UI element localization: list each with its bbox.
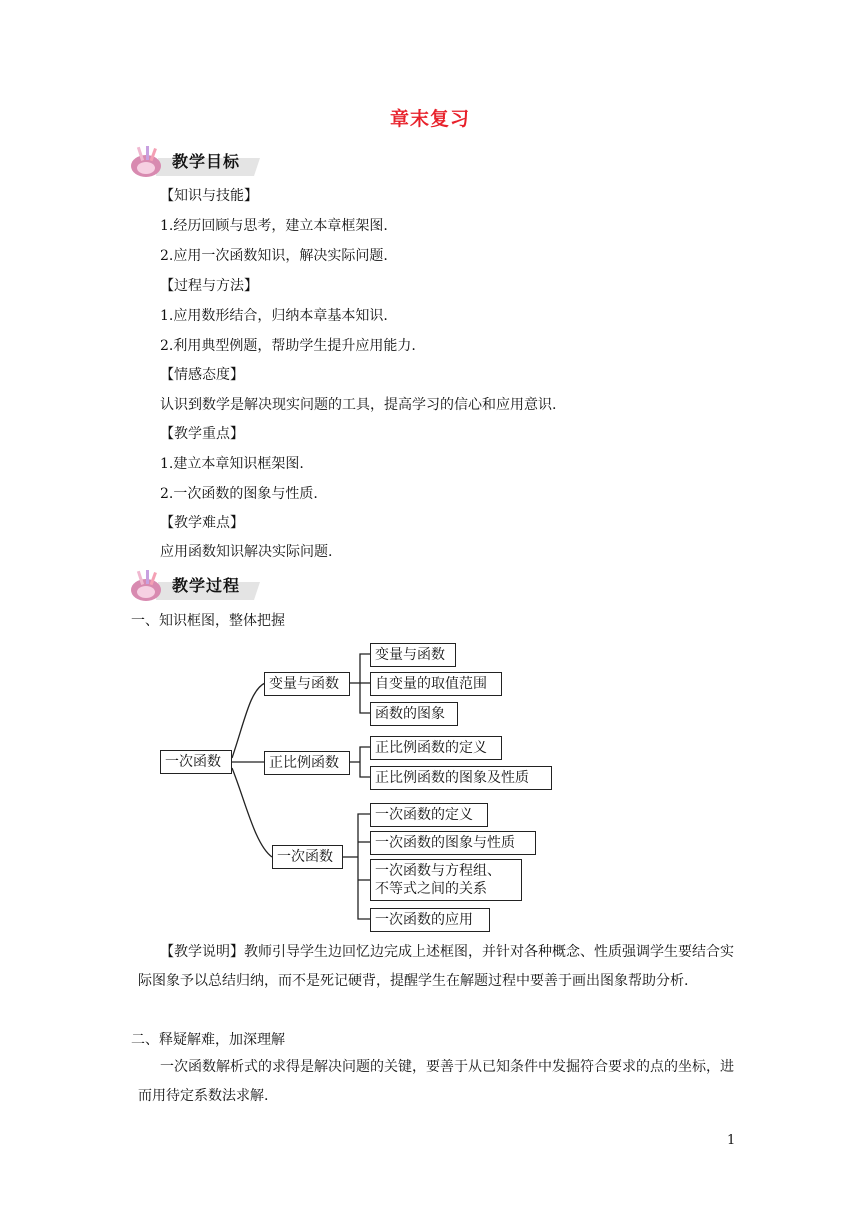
part2-text: 一次函数解析式的求得是解决问题的关键，要善于从已知条件中发掘符合要求的点的坐标，进而用待定系数法求解. [138, 1059, 734, 1104]
framework-leaf: 一次函数的应用 [370, 908, 490, 932]
framework-leaf: 正比例函数的定义 [370, 736, 502, 760]
process-item-1: 1.应用数形结合，归纳本章基本知识. [160, 308, 388, 324]
framework-leaf-line: 不等式之间的关系 [375, 881, 487, 897]
framework-branch-3: 一次函数 [272, 845, 343, 869]
framework-leaf: 自变量的取值范围 [370, 672, 502, 696]
process-item-2: 2.利用典型例题，帮助学生提升应用能力. [160, 338, 416, 354]
difficulty-item-1: 应用函数知识解决实际问题. [160, 544, 333, 560]
framework-leaf: 一次函数的定义 [370, 803, 488, 827]
framework-branch-2: 正比例函数 [264, 751, 350, 775]
framework-leaf: 正比例函数的图象及性质 [370, 766, 552, 790]
part1-heading: 一、知识框图，整体把握 [131, 613, 285, 629]
knowledge-heading: 【知识与技能】 [160, 188, 258, 204]
section-badge-process [128, 568, 264, 604]
framework-leaf-line: 一次函数与方程组、 [375, 863, 501, 879]
difficulty-heading: 【教学难点】 [160, 515, 244, 531]
teaching-explanation: 【教学说明】教师引导学生边回忆边完成上述框图，并针对各种概念、性质强调学生要结合实际图象予以总结归纳，而不是死记硬背，提醒学生在解题过程中要善于画出图象帮助分析. [138, 944, 734, 989]
knowledge-item-2: 2.应用一次函数知识，解决实际问题. [160, 248, 388, 264]
framework-leaf: 一次函数的图象与性质 [370, 831, 536, 855]
key-heading: 【教学重点】 [160, 426, 244, 442]
attitude-item-1: 认识到数学是解决现实问题的工具，提高学习的信心和应用意识. [160, 397, 557, 413]
framework-leaf-multiline [370, 859, 522, 901]
framework-branch-1: 变量与函数 [264, 672, 350, 696]
knowledge-item-1: 1.经历回顾与思考，建立本章框架图. [160, 218, 388, 234]
badge-label: 教学目标 [172, 152, 241, 171]
page-title: 章末复习 [389, 108, 470, 130]
attitude-heading: 【情感态度】 [160, 367, 244, 383]
page-number: 1 [727, 1133, 736, 1148]
badge-label: 教学过程 [172, 576, 241, 595]
framework-leaf: 函数的图象 [370, 702, 458, 726]
framework-leaf: 变量与函数 [370, 643, 456, 667]
process-heading: 【过程与方法】 [160, 278, 258, 294]
key-item-1: 1.建立本章知识框架图. [160, 456, 304, 472]
section-badge-goals [128, 144, 264, 180]
key-item-2: 2.一次函数的图象与性质. [160, 486, 318, 502]
part2-heading: 二、释疑解难，加深理解 [131, 1032, 285, 1048]
framework-root: 一次函数 [160, 750, 232, 774]
